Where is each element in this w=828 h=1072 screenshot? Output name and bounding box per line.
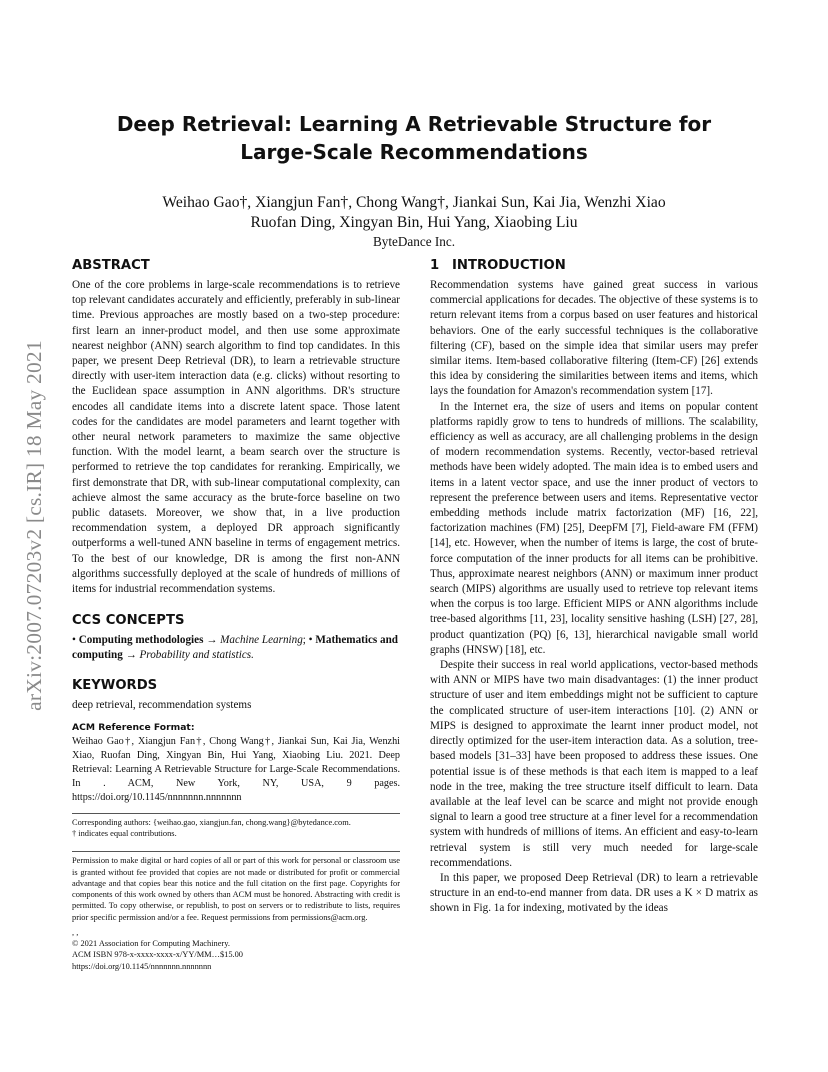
- arxiv-identifier: arXiv:2007.07203v2 [cs.IR] 18 May 2021: [21, 339, 46, 711]
- title-line-2: Large-Scale Recommendations: [240, 140, 588, 164]
- author-block: [72, 193, 756, 251]
- author-line-2: Ruofan Ding, Xingyan Bin, Hui Yang, Xiaobing Liu: [250, 214, 578, 231]
- doi-line: https://doi.org/10.1145/nnnnnnn.nnnnnnn: [72, 961, 212, 971]
- ccs-term-2: Mathematics and computing: [72, 634, 398, 662]
- conference-placeholder: , ,: [72, 928, 79, 938]
- intro-paragraph-2: In the Internet era, the size of users and items on popular content platforms rapidly grow to tens to hundreds of millions. The scalability, efficiency as well as accuracy, are all challenging problems in the design of modern recommendation systems. Recently, vector-based retrieval methods have been widely adopted. The main idea is to embed users and items in a latent vector space, and use the inner product of vectors to represent the preference between users and items. Representative vector embedding methods include matrix factorization (MF) [16, 22], factorization machines (FM) [25], DeepFM [7], Field-aware FM (FFM) [14], etc. However, when the number of items is large, the cost of brute-force computation of the inner products for all items can be prohibitive. Thus, approximate nearest neighbors (ANN) or maximum inner product search (MIPS) algorithms are usually used to retrieve top relevant items when the corpus is too large. Efficient MIPS or ANN algorithms include tree-based algorithms [11, 23], locality sensitive hashing (LSH) [27, 28], product quantization (PQ) [6, 13], hierarchical navigable small world graphs (HNSW) [18], etc.: [430, 400, 758, 656]
- equal-contribution-footnote: † indicates equal contributions.: [72, 829, 177, 839]
- keywords-text: deep retrieval, recommendation systems: [72, 698, 252, 711]
- introduction-heading: [430, 258, 758, 274]
- ccs-term-1: Computing methodologies: [78, 634, 204, 647]
- intro-paragraph-1: Recommendation systems have gained great success in various commercial applications for decades. The objective of these systems is to return relevant items from a corpus based on user features and historical behaviors. One of the early successful techniques is the collaborative filtering (CF), based on the simple idea that similar users may prefer similar items. Item-based collaborative filtering (Item-CF) [26] extends this idea by considering the similarities between items and items, which lays the foundation for Amazon's recommendation system [17].: [430, 279, 758, 398]
- acm-reference-label: ACM Reference Format:: [72, 721, 195, 733]
- copyright-line: © 2021 Association for Computing Machinery.: [72, 939, 230, 949]
- left-column: [72, 258, 400, 972]
- permission-notice: Permission to make digital or hard copies of all or part of this work for personal or classroom use is granted without fee provided that copies are not made or distributed for profit or commercial advantage and that copies bear this notice and the full citation on the first page. Copyrights for components of this work owned by others than ACM must be honored. Abstracting with credit is permitted. To copy otherwise, or republish, to post on servers or to redistribute to lists, requires prior specific permission and/or a fee. Request permissions from permissions@acm.org.: [72, 856, 400, 922]
- isbn-line: ACM ISBN 978-x-xxxx-xxxx-x/YY/MM…$15.00: [72, 950, 243, 960]
- intro-paragraph-4: In this paper, we proposed Deep Retrieval (DR) to learn a retrievable structure in an end-to-end manner from data. DR uses a K × D matrix as shown in Fig. 1a for indexing, motivated by the ideas: [430, 871, 758, 915]
- abstract-heading: ABSTRACT: [72, 258, 150, 273]
- paper-title: [72, 110, 756, 166]
- title-line-1: Deep Retrieval: Learning A Retrievable Structure for: [116, 112, 712, 136]
- right-column: [430, 258, 758, 917]
- ccs-arrow-2: →: [125, 649, 137, 662]
- footnote-rule: [72, 813, 400, 814]
- author-line-1: Weihao Gao†, Xiangjun Fan†, Chong Wang†, Jiankai Sun, Kai Jia, Wenzhi Xiao: [162, 194, 666, 211]
- permission-rule: [72, 851, 400, 852]
- abstract-text: One of the core problems in large-scale recommendations is to retrieve top relevant candidates accurately and efficiently, preferably in sub-linear time. Previous approaches are mostly based on a two-step procedure: first learn an inner-product model, and then use some approximate nearest neighbor (ANN) search algorithm to find top candidates. In this paper, we present Deep Retrieval (DR), to learn a retrievable structure directly with user-item interaction data (e.g. clicks) without resorting to the Euclidean space assumption in ANN algorithms. DR's structure encodes all candidate items into a discrete latent space. Those latent codes for the candidates are model parameters and learnt together with other neural network parameters to maximize the same objective function. With the model learnt, a beam search over the structure is performed to retrieve the top candidates for reranking. Empirically, we first demonstrate that DR, with sub-linear computational complexity, can achieve almost the same accuracy as the brute-force baseline on two public datasets. Moreover, we show that, in a live production recommendation system, a deployed DR approach significantly outperforms a well-tuned ANN baseline in terms of engagement metrics. To the best of our knowledge, DR is among the first non-ANN algorithms successfully deployed at the scale of hundreds of millions of items for industrial recommendation systems.: [72, 279, 400, 596]
- affiliation: ByteDance Inc.: [372, 234, 456, 249]
- ccs-separator: ; •: [302, 634, 313, 647]
- section-number: 1: [430, 258, 440, 273]
- arxiv-side-stamp: [23, 290, 45, 760]
- ccs-subterm-2: Probability and statistics.: [139, 649, 254, 662]
- ccs-arrow-1: →: [206, 634, 218, 647]
- ccs-concepts-entry: • Computing methodologies → Machine Learning; • Mathematics and computing → Probability and statistics.: [72, 634, 398, 662]
- keywords-heading: KEYWORDS: [72, 677, 158, 693]
- ccs-heading: CCS CONCEPTS: [72, 613, 185, 629]
- ccs-subterm-1: Machine Learning: [220, 634, 303, 647]
- corresponding-authors-footnote: Corresponding authors: {weihao.gao, xiangjun.fan, chong.wang}@bytedance.com.: [72, 817, 351, 827]
- acm-reference-text: Weihao Gao†, Xiangjun Fan†, Chong Wang†, Jiankai Sun, Kai Jia, Wenzhi Xiao, Ruofan Ding, Xingyan Bin, Hui Yang, Xiaobing Liu. 2021. Deep Retrieval: Learning A Retrievable Structure for Large-Scale Recommendations. In . ACM, New York, NY, USA, 9 pages. https://doi.org/10.1145/nnnnnnn.nnnnnnn: [72, 735, 400, 803]
- intro-paragraph-3: Despite their success in real world applications, vector-based methods with ANN or MIPS have two main disadvantages: (1) the inner product structure of user and item embeddings might not be sufficient to capture the complicated structure of user-item interactions [10]. (2) ANN or MIPS is designed to approximate the learnt inner product model, not directly optimized for the user-item interaction data. As a solution, tree-based models [31–33] have been proposed to address these issues. One potential issue is of these methods is that each item is mapped to a leaf node in the tree, making the tree structure itself difficult to learn. Data available at the leaf level can be scarce and might not provide enough signal to learn a good tree structure at a finer level for a recommendation system with hundreds of millions of items. An efficient and easy-to-learn retrieval system is still very much needed for large-scale recommendations.: [430, 659, 758, 869]
- section-title: INTRODUCTION: [452, 258, 566, 273]
